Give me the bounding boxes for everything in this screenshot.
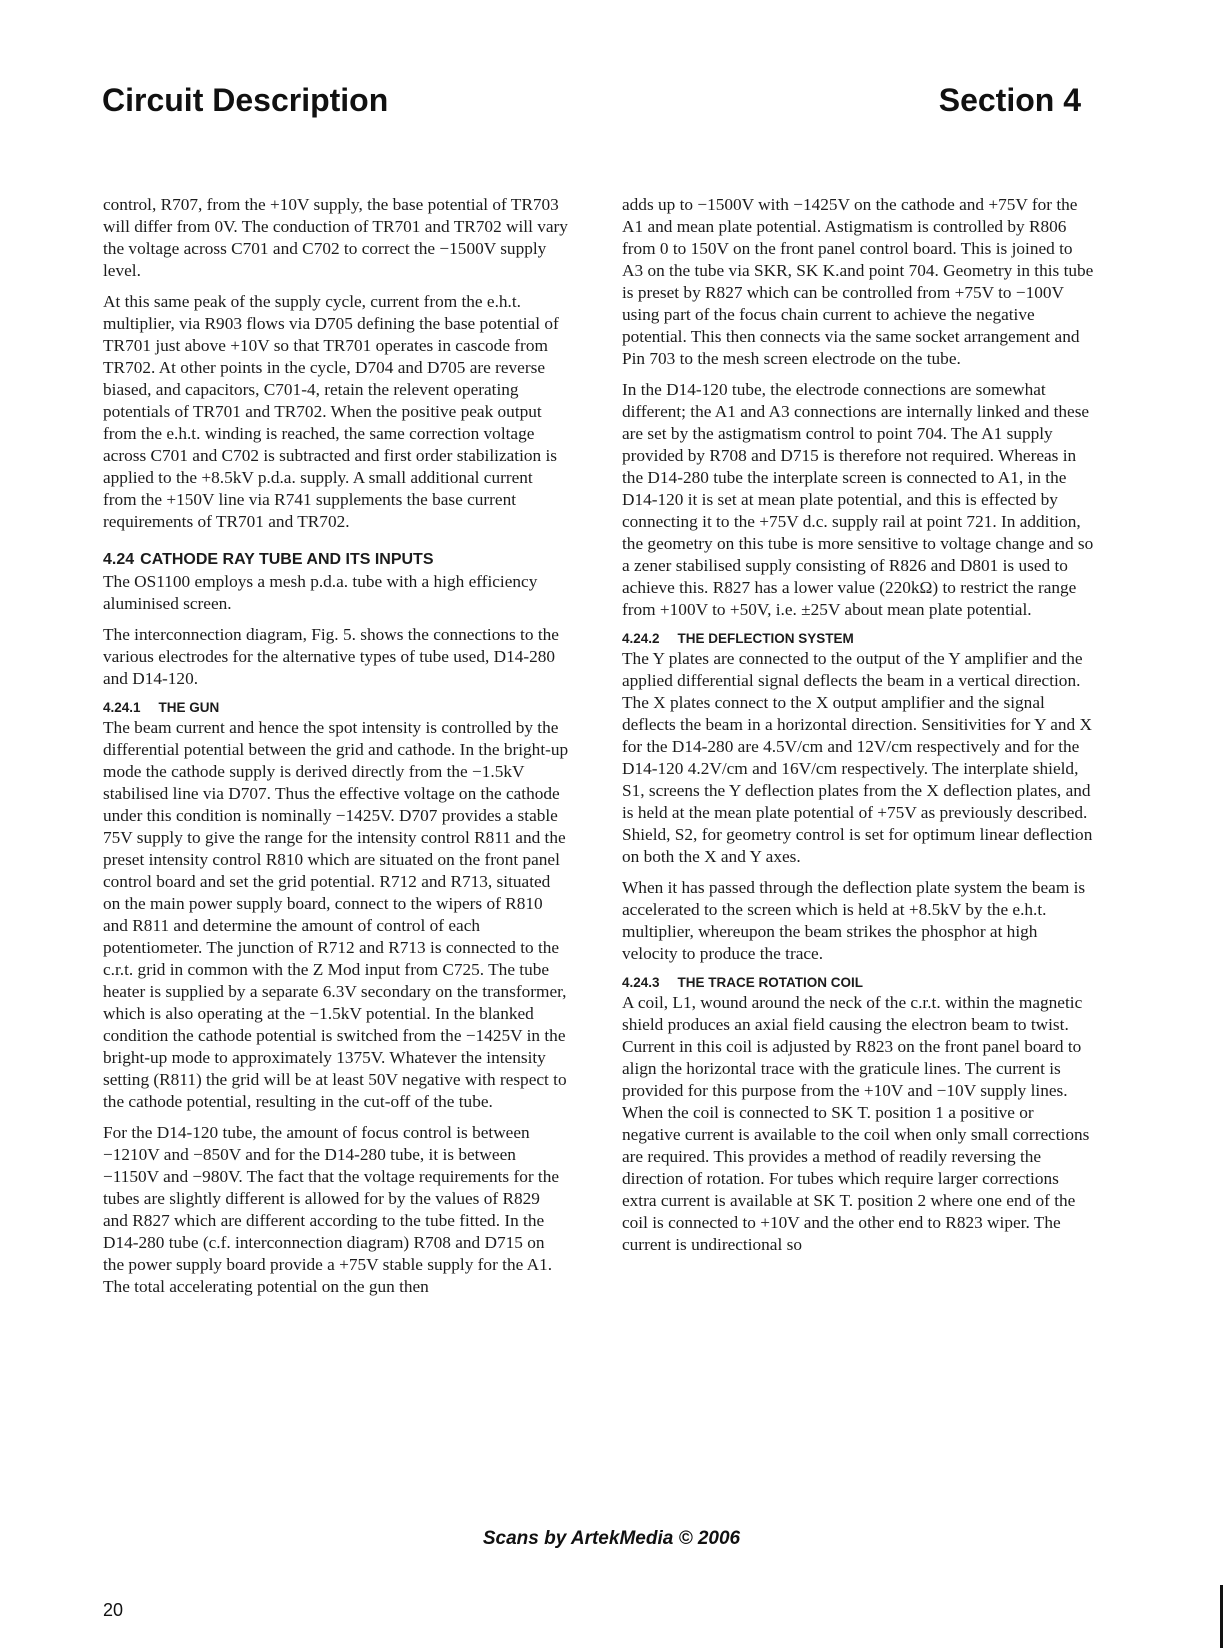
heading-number: 4.24.2 [622, 631, 660, 646]
paragraph: The interconnection diagram, Fig. 5. shows the connections to the various electrodes for the alternative types of tube used, D14-280 and D14-120. [103, 625, 559, 688]
heading-text: THE GUN [158, 700, 220, 715]
heading-text: THE TRACE ROTATION COIL [677, 975, 864, 990]
section-label: Section 4 [938, 82, 1081, 118]
paragraph: A coil, L1, wound around the neck of the c.r.t. within the magnetic shield produces an axial field causing the electron beam to twist. Current in this coil is adjusted by R823 on the front panel board to align the horizontal trace with the graticule lines. The current is provided for this purpose from the +10V and −10V supply lines. When the coil is connected to SK T. position 1 a positive or negative current is available to the coil when only small corrections are required. This provides a method of readily reversing the direction of rotation. For tubes which require larger corrections extra current is available at SK T. position 2 where one end of the coil is connected to +10V and the other end to R823 wiper. The current is undirectional so [622, 993, 1090, 1254]
page-title: Circuit Description [102, 82, 389, 118]
paragraph: When it has passed through the deflection plate system the beam is accelerated to the screen which is held at +8.5kV by the e.h.t. multiplier, whereupon the beam strikes the phosphor at high velocity to produce the trace. [622, 878, 1086, 963]
paragraph: At this same peak of the supply cycle, current from the e.h.t. multiplier, via R903 flows via D705 defining the base potential of TR701 just above +10V so that TR701 operates in cascode from TR702. At other points in the cycle, D704 and D705 are reverse biased, and capacitors, C701-4, retain the relevent operating potentials of TR701 and TR702. When the positive peak output from the e.h.t. winding is reached, the same correction voltage across C701 and C702 is subtracted and first order stabilization is applied to the +8.5kV p.d.a. supply. A small additional current from the +150V line via R741 supplements the base current requirements of TR701 and TR702. [103, 292, 559, 531]
page-number: 20 [103, 1600, 124, 1620]
left-column [103, 194, 569, 1307]
paragraph: adds up to −1500V with −1425V on the cathode and +75V for the A1 and mean plate potential. Astigmatism is controlled by R806 from 0 to 150V on the front panel control board. This is joined to A3 on the tube via SKR, SK K.and point 704. Geometry in this tube is preset by R827 which can be controlled from +75V to −100V using part of the focus chain current to achieve the negative potential. This then connects via the same socket arrangement and Pin 703 to the mesh screen electrode on the tube. [622, 195, 1094, 368]
heading-number: 4.24.1 [103, 700, 141, 715]
paragraph: The Y plates are connected to the output of the Y amplifier and the applied differential signal deflects the beam in a vertical direction. The X plates connect to the X output amplifier and the signal deflects the beam in a horizontal direction. Sensitivities for Y and X for the D14-280 are 4.5V/cm and 12V/cm respectively and for the D14-120 4.2V/cm and 16V/cm respectively. The interplate shield, S1, screens the Y deflection plates from the X deflection plates, and is held at the mean plate potential of +75V as previously described. Shield, S2, for geometry control is set for optimum linear deflection on both the X and Y axes. [622, 649, 1093, 866]
section-heading [622, 630, 1096, 648]
heading-number: 4.24.3 [622, 975, 660, 990]
heading-text: CATHODE RAY TUBE AND ITS INPUTS [140, 551, 434, 568]
paragraph: The beam current and hence the spot intensity is controlled by the differential potential between the grid and cathode. In the bright-up mode the cathode supply is derived directly from the −1.5kV stabilised line via D707. Thus the effective voltage on the cathode under this condition is nominally −1425V. D707 provides a stable 75V supply to give the range for the intensity control R811 and the preset intensity control R810 which are situated on the front panel control board and set the grid potential. R712 and R713, situated on the main power supply board, connect to the wipers of R810 and R811 and determine the amount of control of each potentiometer. The junction of R712 and R713 is connected to the c.r.t. grid in common with the Z Mod input from C725. The tube heater is supplied by a separate 6.3V secondary on the transformer, which is also operating at the −1.5kV potential. In the blanked condition the cathode potential is switched from the −1425V in the bright-up mode to approximately 1375V. Whatever the intensity setting (R811) the grid will be at least 50V negative with respect to the cathode potential, resulting in the cut-off of the tube. [103, 718, 569, 1111]
section-heading [103, 549, 569, 571]
scan-credit: Scans by ArtekMedia © 2006 [482, 1528, 741, 1549]
section-heading [103, 699, 569, 717]
right-column [622, 194, 1096, 1265]
heading-number: 4.24 [103, 551, 135, 568]
paragraph: In the D14-120 tube, the electrode connections are somewhat different; the A1 and A3 connections are internally linked and these are set by the astigmatism control to point 704. The A1 supply provided by R708 and D715 is therefore not required. Whereas in the D14-280 tube the interplate screen is connected to A1, in the D14-120 it is set at mean plate potential, and this is effected by connecting it to the +75V d.c. supply rail at point 721. In addition, the geometry on this tube is more sensitive to voltage change and so a zener stabilised supply consisting of R826 and D801 is used to achieve this. R827 has a lower value (220kΩ) to restrict the range from +100V to +50V, i.e. ±25V about mean plate potential. [622, 380, 1094, 619]
paragraph: For the D14-120 tube, the amount of focus control is between −1210V and −850V and for the D14-280 tube, it is between −1150V and −980V. The fact that the voltage requirements for the tubes are slightly different is allowed for by the values of R829 and R827 which are different according to the tube fitted. In the D14-280 tube (c.f. interconnection diagram) R708 and D715 on the power supply board provide a +75V stable supply for the A1. The total accelerating potential on the gun then [103, 1123, 560, 1296]
paragraph: control, R707, from the +10V supply, the base potential of TR703 will differ from 0V. The conduction of TR701 and TR702 will vary the voltage across C701 and C702 to correct the −1500V supply level. [103, 195, 568, 280]
paragraph: The OS1100 employs a mesh p.d.a. tube with a high efficiency aluminised screen. [103, 572, 538, 613]
heading-text: THE DEFLECTION SYSTEM [677, 631, 854, 646]
section-heading [622, 974, 1096, 992]
